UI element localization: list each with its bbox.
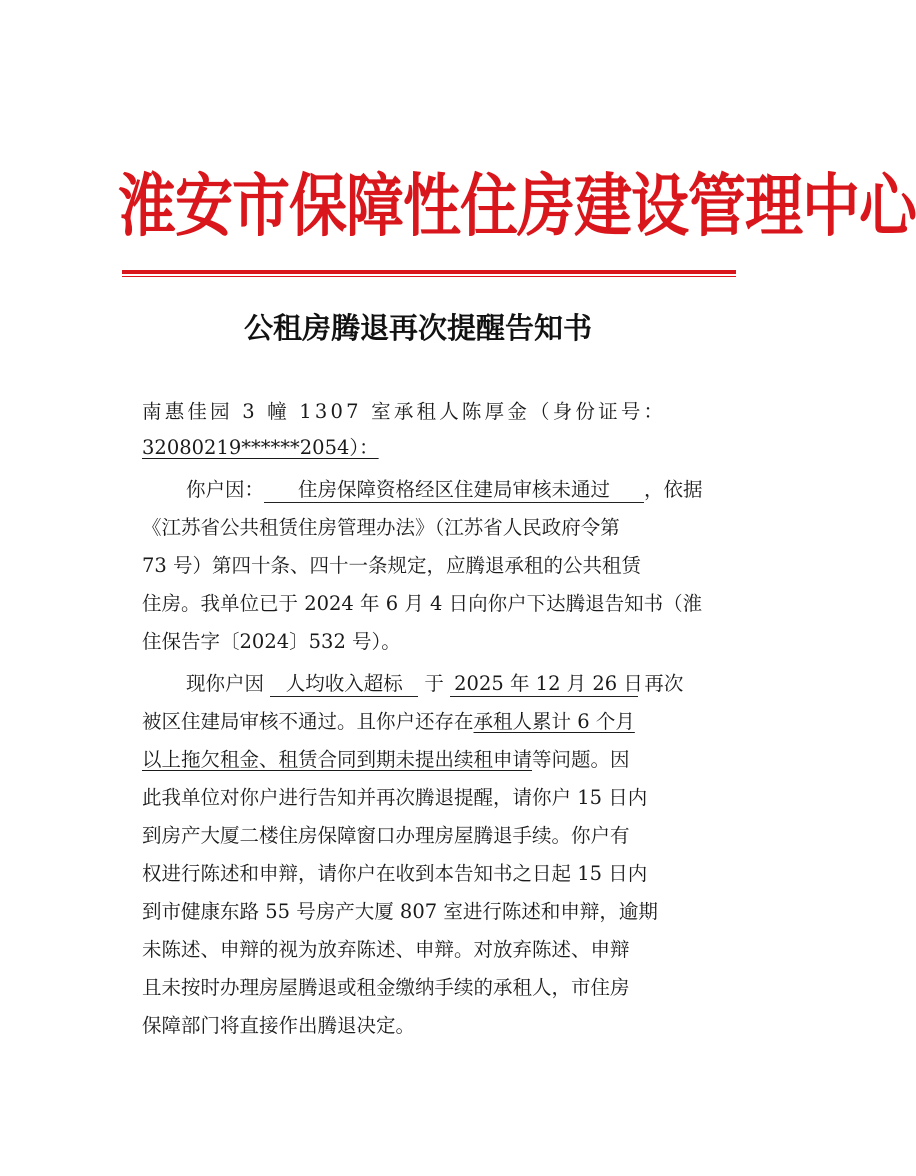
addressee-line-2 (142, 432, 379, 460)
organization-masthead: 淮安市保障性住房建设管理中心 (118, 165, 916, 247)
p1-suffix: ，依据 (644, 478, 703, 501)
p1-line-5: 住保告字〔2024〕532 号）。 (142, 630, 401, 653)
p2-date-field: 2025 年 12 月 26 日 (450, 668, 638, 697)
p1-line-1 (186, 474, 703, 503)
p2-line-6: 权进行陈述和申辩，请你户在收到本告知书之日起 15 日内 (142, 862, 648, 885)
p1-line-2: 《江苏省公共租赁住房管理办法》（江苏省人民政府令第 (142, 516, 620, 539)
p2-line-1 (186, 668, 683, 697)
p2-line-7: 到市健康东路 55 号房产大厦 807 室进行陈述和申辩，逾期 (142, 900, 658, 923)
addressee-text-1: 南惠佳园 3 幢 1307 室承租人陈厚金（身份证号： (142, 400, 667, 423)
p1-reason-field: 住房保障资格经区住建局审核未通过 (264, 474, 644, 503)
p2-line-10: 保障部门将直接作出腾退决定。 (142, 1014, 416, 1037)
p2-line-5: 到房产大厦二楼住房保障窗口办理房屋腾退手续。你户有 (142, 824, 630, 847)
p1-prefix: 你户因： (186, 478, 265, 501)
p2-l1-b: 于 (424, 672, 444, 695)
p2-line-9: 且未按时办理房屋腾退或租金缴纳手续的承租人，市住房 (142, 976, 630, 999)
p1-line-3: 73 号）第四十条、四十一条规定，应腾退承租的公共租赁 (142, 554, 642, 577)
addressee-line-1 (142, 396, 666, 424)
p2-issue-part-1: 承租人累计 6 个月 (473, 710, 635, 733)
masthead-rule-thin (122, 276, 736, 277)
p2-l3-b: 等问题。因 (532, 748, 630, 771)
masthead-rule-thick (122, 270, 736, 274)
addressee-id-number: 32080219******2054）： (142, 436, 379, 459)
p2-line-8: 未陈述、申辩的视为放弃陈述、申辩。对放弃陈述、申辩 (142, 938, 630, 961)
p2-l1-a: 现你户因 (186, 672, 265, 695)
p2-line-4: 此我单位对你户进行告知并再次腾退提醒，请你户 15 日内 (142, 786, 648, 809)
p2-l1-c: 再次 (644, 672, 684, 695)
p2-line-2 (142, 706, 635, 734)
p1-line-4: 住房。我单位已于 2024 年 6 月 4 日向你户下达腾退告知书（淮 (142, 592, 703, 615)
p2-reason-field: 人均收入超标 (270, 668, 418, 697)
document-title: 公租房腾退再次提醒告知书 (243, 311, 592, 345)
p2-l2-a: 被区住建局审核不通过。且你户还存在 (142, 710, 474, 733)
p2-line-3 (142, 744, 630, 772)
p2-issue-part-2: 以上拖欠租金、租赁合同到期未提出续租申请 (142, 748, 533, 771)
